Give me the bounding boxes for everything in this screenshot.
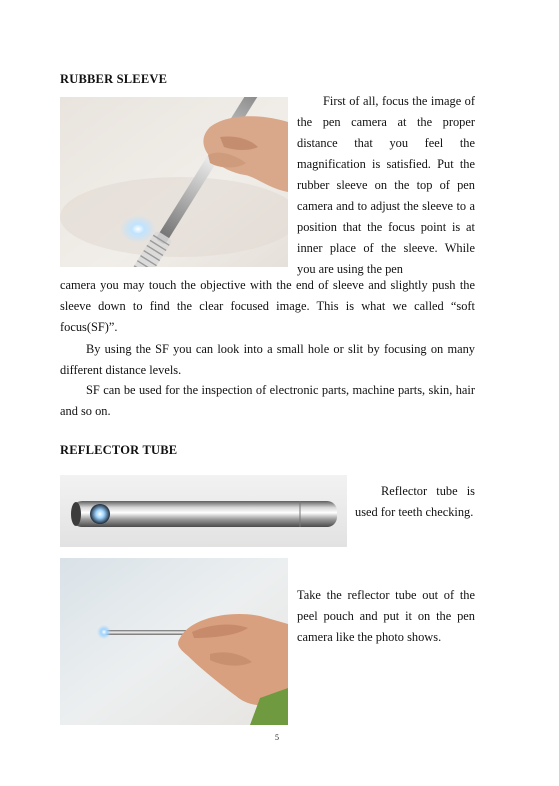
rubber-paragraph-1-continued: camera you may touch the objective with the end of sleeve and slightly push the sleeve down to find the clear focused image. This is what we called “soft focus(SF)”. — [60, 278, 475, 334]
photo-rubber-sleeve — [60, 97, 288, 267]
reflector-paragraph-1: Reflector tube is used for teeth checking. — [355, 484, 475, 519]
section-heading-reflector-tube: REFLECTOR TUBE — [60, 443, 178, 457]
page-number: 5 — [275, 733, 279, 742]
rubber-paragraph-2: By using the SF you can look into a small hole or slit by focusing on many different distance levels. — [60, 342, 475, 377]
rubber-paragraph-3: SF can be used for the inspection of electronic parts, machine parts, skin, hair and so on. — [60, 383, 475, 418]
reflector-paragraph-2: Take the reflector tube out of the peel pouch and put it on the pen camera like the photo shows. — [297, 588, 475, 644]
photo-reflector-tube — [60, 475, 347, 547]
section-heading-rubber-sleeve: RUBBER SLEEVE — [60, 72, 168, 86]
rubber-paragraph-1-right: First of all, focus the image of the pen camera at the proper distance that you feel the magnification is satisfied. Put the rubber sleeve on the top of pen camera and to adjust the sleeve to a position that the focus point is at inner place of the sleeve. While you are using the pen — [297, 94, 475, 276]
photo-pen-with-reflector — [60, 558, 288, 725]
